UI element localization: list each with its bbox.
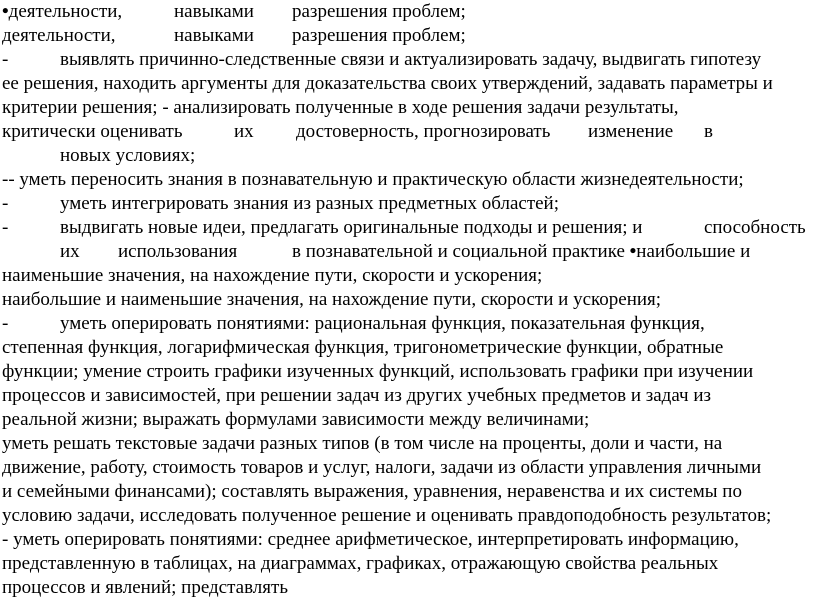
text-fragment: наибольшие и xyxy=(636,241,751,262)
dash-marker: - xyxy=(2,313,9,334)
text-line-1 xyxy=(2,0,122,24)
text-fragment: выявлять причинно-следственные связи и актуализировать задачу, выдвигать гипотезу xyxy=(60,49,762,70)
bullet-glyph: • xyxy=(2,1,9,22)
text-line-20: движение, работу, стоимость товаров и услуг, налоги, задачи из области управления личными xyxy=(2,457,762,478)
text-line-18: реальной жизни; выражать формулами зависимости между величинами; xyxy=(2,409,590,430)
text-fragment: разрешения проблем; xyxy=(292,25,466,46)
text-line-16: функции; умение строить графики изученных функций, использовать графики при изучении xyxy=(2,361,754,382)
text-fragment: выдвигать новые идеи, предлагать оригинальные подходы и решения; и xyxy=(60,217,643,238)
text-fragment: навыками xyxy=(174,1,254,22)
text-fragment: уметь интегрировать знания из разных предметных областей; xyxy=(60,193,560,214)
text-line-17: процессов и зависимостей, при решении задач из других учебных предметов и задач из xyxy=(2,385,711,406)
text-line-25: процессов и явлений; представлять xyxy=(2,577,288,598)
text-line-2: деятельности, xyxy=(2,25,116,46)
text-fragment: критически оценивать xyxy=(2,121,183,142)
text-fragment: их xyxy=(60,241,80,262)
text-line-15: степенная функция, логарифмическая функция, тригонометрические функции, обратные xyxy=(2,337,724,358)
text-fragment: использования xyxy=(118,241,238,262)
text-line-23: - уметь оперировать понятиями: среднее арифметическое, интерпретировать информацию, xyxy=(2,529,739,550)
text-line-8: -- уметь переносить знания в познавательную и практическую области жизнедеятельности; xyxy=(2,169,744,190)
text-fragment: навыками xyxy=(174,25,254,46)
dash-marker: - xyxy=(2,49,9,70)
text-line-21: и семейными финансами); составлять выражения, уравнения, неравенства и их системы по xyxy=(2,481,742,502)
text-fragment: в познавательной и социальной практике xyxy=(292,241,630,262)
text-fragment: уметь оперировать понятиями: рациональная функция, показательная функция, xyxy=(60,313,705,334)
text-line-13: наибольшие и наименьшие значения, на нахождение пути, скорости и ускорения; xyxy=(2,289,662,310)
text-line-12: наименьшие значения, на нахождение пути, скорости и ускорения; xyxy=(2,265,543,286)
text-fragment: их xyxy=(234,121,254,142)
text-line-5: критерии решения; - анализировать полученные в ходе решения задачи результаты, xyxy=(2,97,679,118)
text-line-22: условию задачи, исследовать полученное решение и оценивать правдоподобность результатов; xyxy=(2,505,772,526)
text-line-7: новых условиях; xyxy=(60,145,196,166)
text-line-24: представленную в таблицах, на диаграммах, графиках, отражающую свойства реальных xyxy=(2,553,719,574)
text-fragment: деятельности, xyxy=(8,1,123,22)
dash-marker: - xyxy=(2,217,9,238)
bullet-glyph: • xyxy=(629,241,637,262)
text-fragment: способность xyxy=(704,217,806,238)
dash-marker: - xyxy=(2,193,9,214)
text-fragment: в xyxy=(704,121,713,142)
text-fragment: изменение xyxy=(588,121,674,142)
text-fragment: достоверность, прогнозировать xyxy=(296,121,551,142)
text-line-11-tail xyxy=(292,240,750,264)
text-line-4: ее решения, находить аргументы для доказательства своих утверждений, задавать параметры и xyxy=(2,73,773,94)
text-line-19: уметь решать текстовые задачи разных типов (в том числе на проценты, доли и части, на xyxy=(2,433,723,454)
text-fragment: разрешения проблем; xyxy=(292,1,466,22)
